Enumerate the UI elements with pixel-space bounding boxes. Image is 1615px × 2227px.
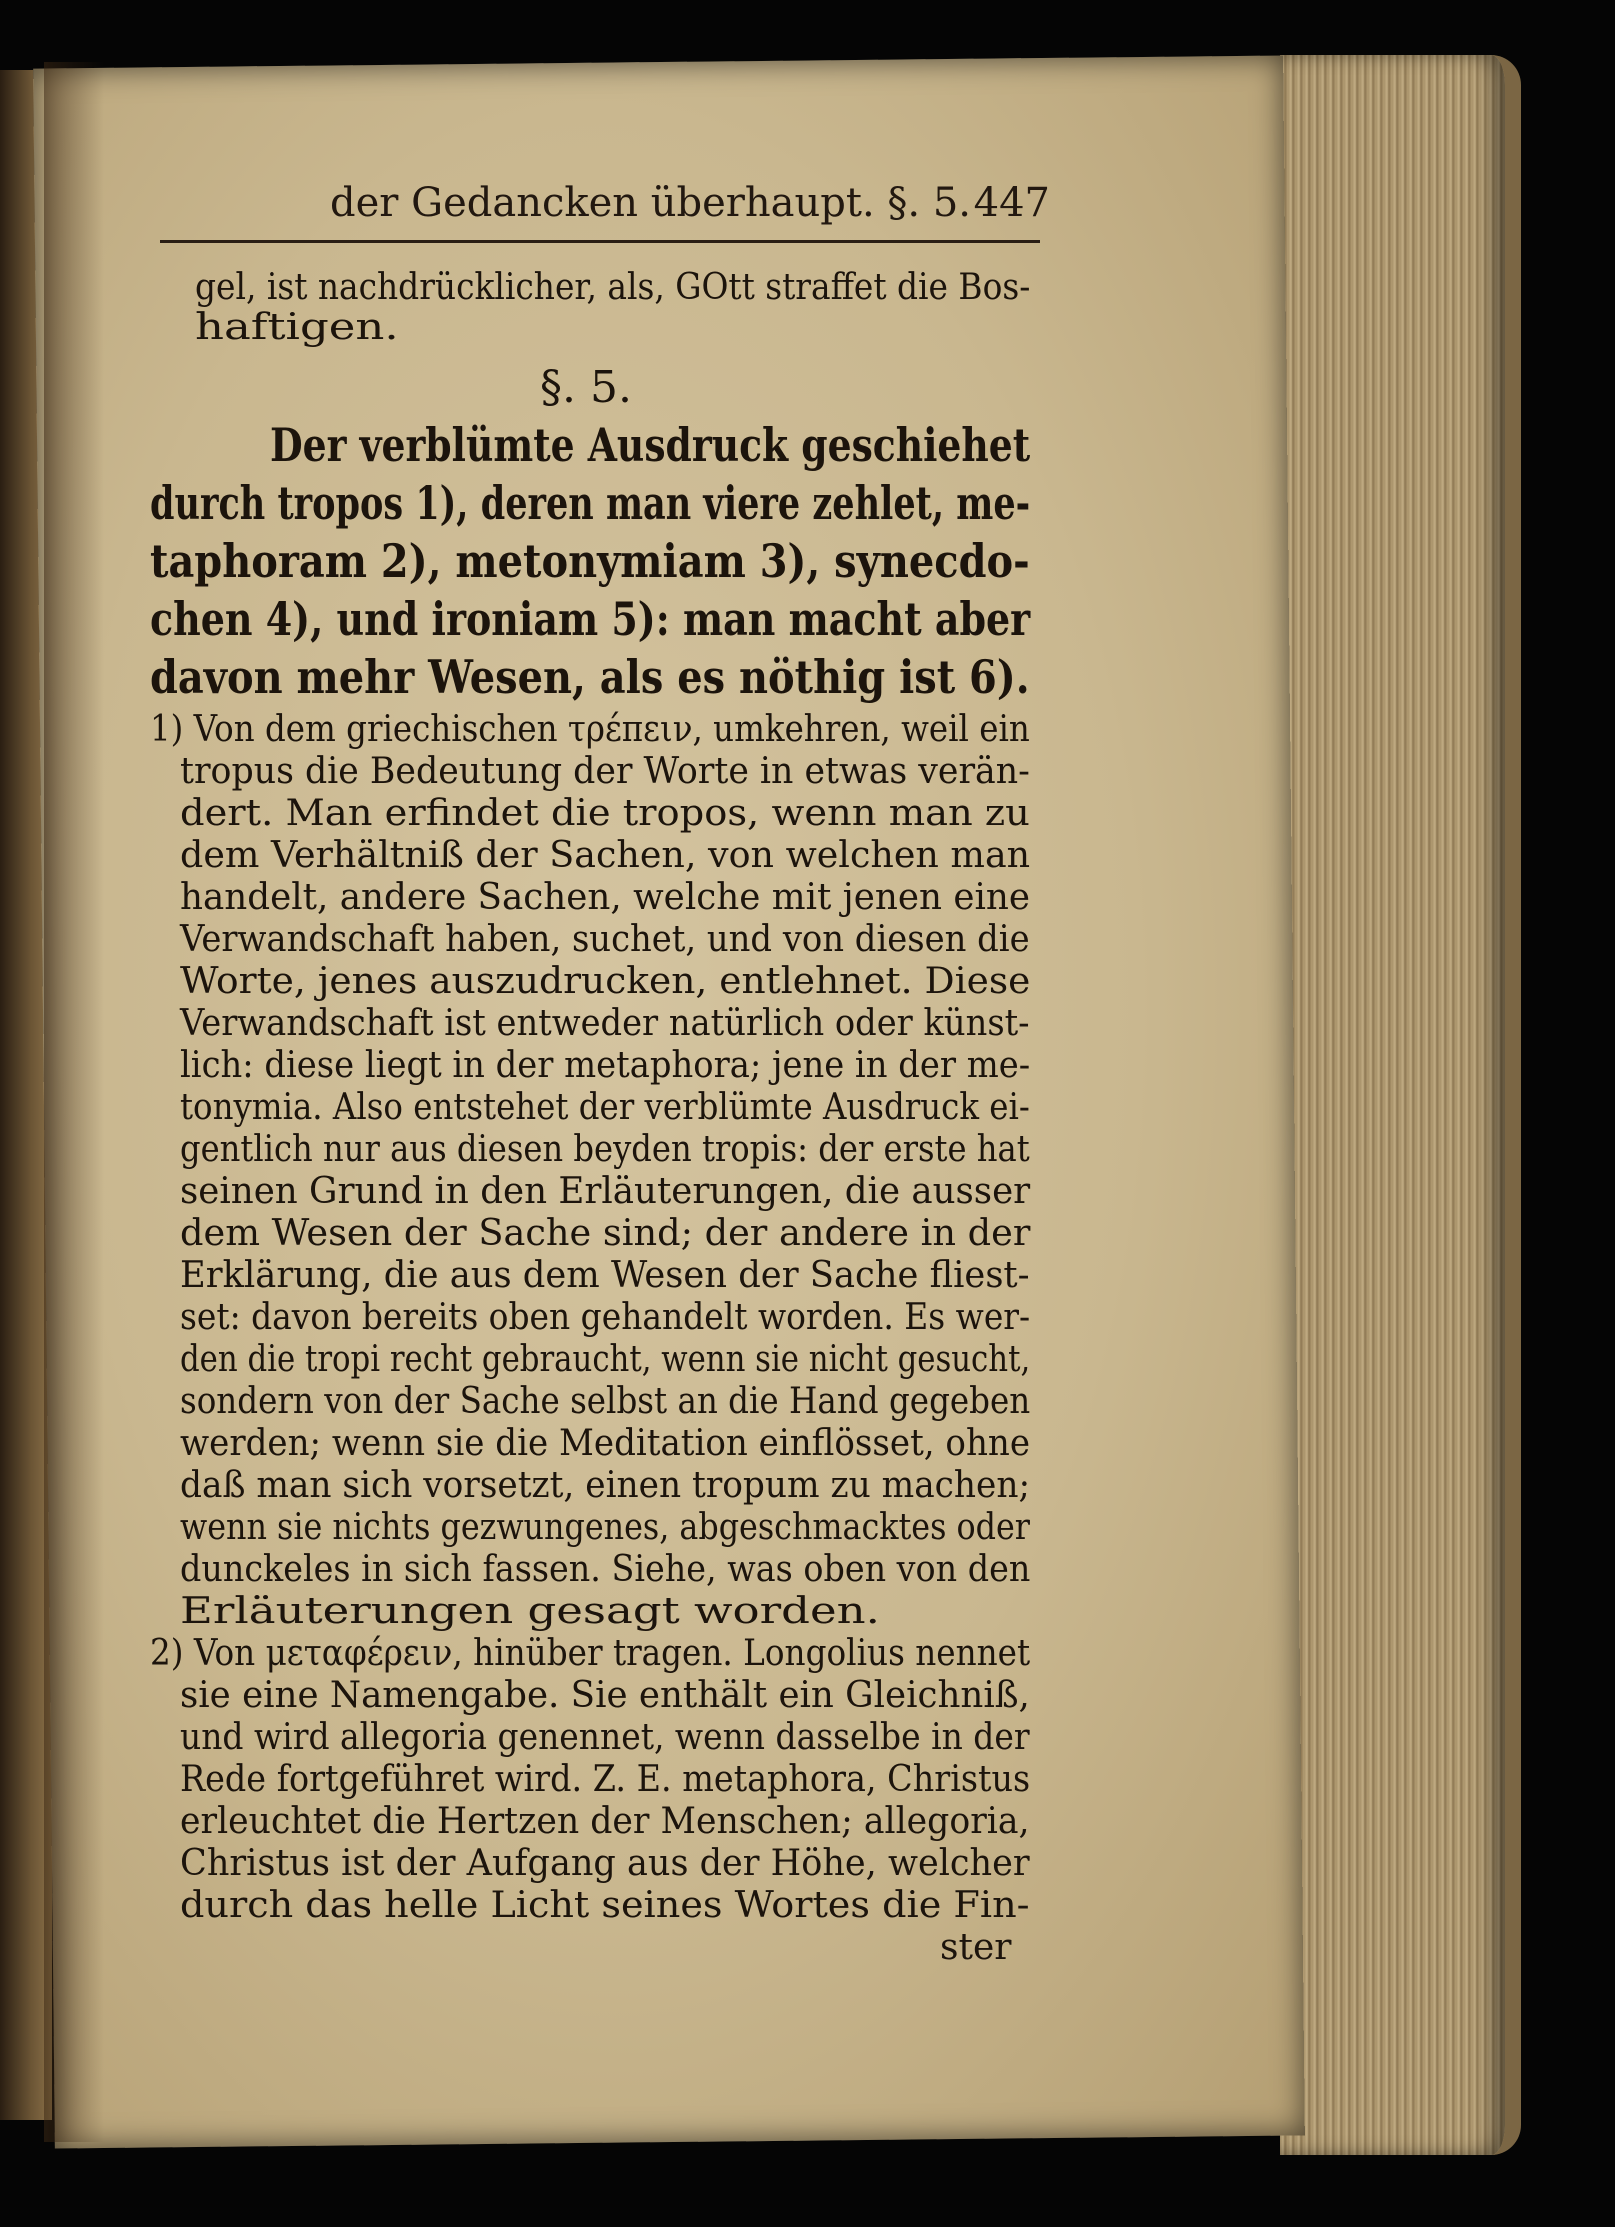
footnote-line: 1) Von dem griechischen τρέπειν, umkehren, weil ein [150,709,1030,750]
running-head-title: der Gedancken überhaupt. §. 5. [330,180,971,226]
footnote-line: daß man sich vorsetzt, einen tropum zu machen; [180,1465,1031,1506]
footnote-line: sie eine Namengabe. Sie enthält ein Gleichniß, [180,1675,1030,1716]
footnote-line: gentlich nur aus diesen beyden tropis: der erste hat [180,1129,1030,1170]
footnote-line: Verwandschaft ist entweder natürlich oder künst- [180,1003,1030,1044]
body-line: chen 4), und ironiam 5): man macht aber [150,592,1031,646]
footnote-line: set: davon bereits oben gehandelt worden. Es wer- [180,1297,1031,1338]
body-line: haftigen. [195,307,399,348]
footnote-line: dert. Man erfindet die tropos, wenn man zu [180,793,1030,834]
footnote-line: dem Wesen der Sache sind; der andere in der [180,1213,1031,1254]
footnote-line: tonymia. Also entstehet der verblümte Ausdruck ei- [180,1087,1030,1128]
footnote-line: handelt, andere Sachen, welche mit jenen eine [180,877,1031,918]
body-line: taphoram 2), metonymiam 3), synecdo- [150,534,1030,588]
footnote-line: Erklärung, die aus dem Wesen der Sache fliest- [180,1255,1030,1296]
body-line: Der verblümte Ausdruck geschiehet [270,418,1031,472]
footnote-line: lich: diese liegt in der metaphora; jene in der me- [180,1045,1031,1086]
body-line: davon mehr Wesen, als es nöthig ist 6). [150,650,1030,704]
footnote-line: seinen Grund in den Erläuterungen, die ausser [180,1171,1031,1212]
footnote-line: werden; wenn sie die Meditation einflösset, ohne [180,1423,1030,1464]
section-heading: §. 5. [540,362,632,413]
footnote-line: sondern von der Sache selbst an die Hand gegeben [180,1381,1031,1422]
footnote-line: dem Verhältniß der Sachen, von welchen man [180,835,1031,876]
footnote-line: wenn sie nichts gezwungenes, abgeschmacktes oder [180,1507,1030,1548]
gutter-shadow [44,62,104,2142]
catchword: ster [940,1927,1012,1968]
footnote-line: Rede fortgeführet wird. Z. E. metaphora, Christus [180,1759,1031,1800]
footnote-line: durch das helle Licht seines Wortes die Fin- [180,1885,1030,1926]
page-stack-edge [1280,55,1521,2155]
body-line: gel, ist nachdrücklicher, als, GOtt straffet die Bos- [195,267,1031,308]
footnote-line: tropus die Bedeutung der Worte in etwas verän- [180,751,1030,792]
page-number: 447 [973,180,1050,226]
footnote-line: erleuchtet die Hertzen der Menschen; allegoria, [180,1801,1030,1842]
footnote-line: Verwandschaft haben, suchet, und von diesen die [180,919,1030,960]
footnote-line: 2) Von μεταφέρειν, hinüber tragen. Longolius nennet [150,1633,1031,1674]
footnote-line: dunckeles in sich fassen. Siehe, was oben von den [180,1549,1031,1590]
footnote-line: und wird allegoria genennet, wenn dasselbe in der [180,1717,1030,1758]
footnote-line: Worte, jenes auszudrucken, entlehnet. Diese [180,961,1031,1002]
footnote-line: den die tropi recht gebraucht, wenn sie nicht gesucht, [180,1339,1031,1380]
footnote-line: Erläuterungen gesagt worden. [180,1591,880,1632]
header-rule [160,240,1040,243]
footnote-line: Christus ist der Aufgang aus der Höhe, welcher [180,1843,1030,1884]
body-line: durch tropos 1), deren man viere zehlet, me- [150,476,1031,530]
